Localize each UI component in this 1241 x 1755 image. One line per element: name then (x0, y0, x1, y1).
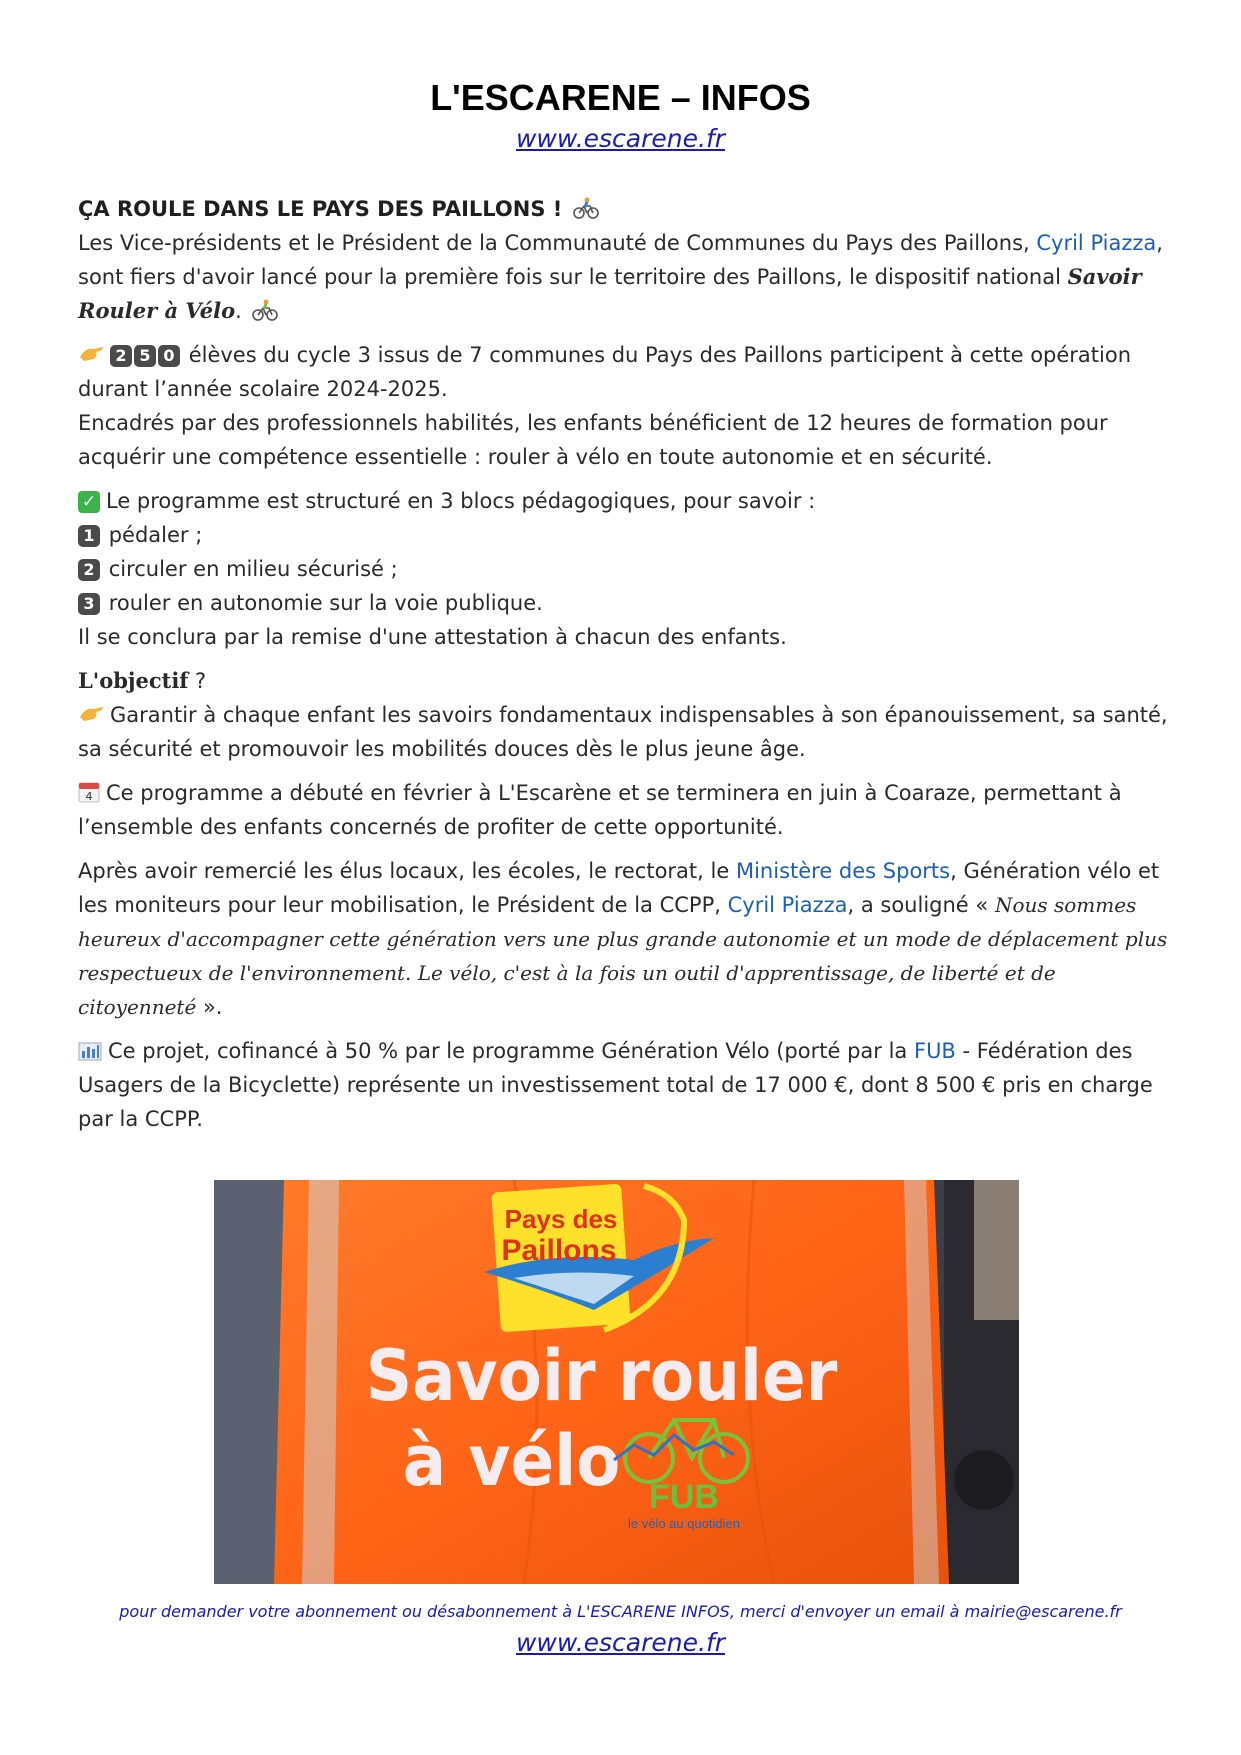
schedule-text: Ce programme a débuté en février à L'Escarène et se terminera en juin à Coaraze, permettant à l’ensemble des enfants concernés de profiter de cette opportunité. (78, 781, 1122, 839)
website-link-bottom[interactable]: www.escarene.fr (515, 1628, 726, 1657)
digit-keycap: 5 (134, 345, 156, 367)
pointing-hand-icon (78, 703, 104, 725)
block-text: rouler en autonomie sur la voie publique. (108, 591, 543, 615)
objective-question-mark: ? (188, 669, 207, 693)
quote-text: Nous sommes heureux d'accompagner cette génération vers une plus grande autonomie et un mode de déplacement plus respectueux de l'environnement. Le vélo, c'est à la fois un outil d'apprentissage, de liberté et de citoyenneté (78, 893, 1168, 1019)
intro-rest: , sont fiers d'avoir lancé pour la première fois sur le territoire des Paillons, le dispositif national (78, 231, 1163, 289)
funding-text-a: Ce projet, cofinancé à 50 % par le programme Génération Vélo (porté par la (108, 1039, 908, 1063)
vest-photo-illustration (214, 1180, 1019, 1584)
fub-tagline: le vélo au quotidien (627, 1516, 741, 1531)
block-number: 3 (78, 593, 100, 615)
cyril-piazza-link[interactable]: Cyril Piazza (1036, 231, 1157, 255)
check-mark-icon: ✓ (78, 491, 100, 513)
objective-title: L'objectif (78, 668, 189, 693)
ministere-sports-link[interactable]: Ministère des Sports (735, 859, 951, 883)
bar-chart-icon (78, 1041, 102, 1061)
subscription-note: pour demander votre abonnement ou désabonnement à L'ESCARENE INFOS, merci d'envoyer un email à mairie@escarene.fr (119, 1602, 1122, 1621)
conclusion-text: Il se conclura par la remise d'une attestation à chacun des enfants. (78, 625, 787, 649)
funding-paragraph (78, 1034, 1170, 1136)
block-number: 1 (78, 525, 100, 547)
cyclist-icon (573, 197, 599, 219)
article-heading-line (78, 192, 1170, 328)
schedule-paragraph (78, 776, 1170, 844)
block-text: circuler en milieu sécurisé ; (108, 557, 398, 581)
thanks-text-b: , Génération vélo et les moniteurs pour leur mobilisation, le Président de la CCPP, (78, 859, 1160, 917)
cyclist-icon (252, 299, 278, 321)
article-title: ÇA ROULE DANS LE PAYS DES PAILLONS ! (78, 197, 563, 221)
page-title: L'ESCARENE – INFOS (430, 77, 811, 118)
program-paragraph (78, 484, 1170, 654)
students-text: élèves du cycle 3 issus de 7 communes du Pays des Paillons participent à cette opération durant l’année scolaire 2024-2025. (78, 343, 1132, 401)
calendar-day: 4 (85, 790, 93, 803)
program-intro: Le programme est structuré en 3 blocs pédagogiques, pour savoir : (106, 489, 816, 513)
calendar-icon (78, 781, 100, 803)
article-body (78, 192, 1170, 1146)
objective-text: Garantir à chaque enfant les savoirs fondamentaux indispensables à son épanouissement, sa santé, sa sécurité et promouvoir les mobilités douces dès le plus jeune âge. (78, 703, 1168, 761)
page-header (0, 76, 1241, 156)
quote-end: ». (196, 995, 223, 1019)
safety-vest-photo (214, 1180, 1019, 1584)
fub-logo-text: FUB (649, 1478, 719, 1516)
thanks-text-c: , a souligné « (847, 893, 989, 917)
funding-text-b: - Fédération des Usagers de la Bicyclette) représente un investissement total de 17 000 €, dont 8 500 € pris en charge par la CCPP. (78, 1039, 1153, 1131)
students-paragraph (78, 338, 1170, 474)
objective-paragraph (78, 664, 1170, 766)
page-footer (0, 1600, 1241, 1660)
website-link-top[interactable]: www.escarene.fr (515, 124, 726, 153)
digit-keycap: 2 (110, 345, 132, 367)
logo-text-line2: Paillons (501, 1234, 617, 1267)
logo-text-line1: Pays des (504, 1204, 618, 1234)
vest-text-line2: à vélo (402, 1420, 621, 1502)
cyril-piazza-link-2[interactable]: Cyril Piazza (727, 893, 848, 917)
block-number: 2 (78, 559, 100, 581)
thanks-text-a: Après avoir remercié les élus locaux, les écoles, le rectorat, le (78, 859, 730, 883)
fub-link[interactable]: FUB (913, 1039, 956, 1063)
block-text: pédaler ; (108, 523, 203, 547)
intro-end: . (235, 299, 242, 323)
pointing-hand-icon (78, 343, 104, 365)
thanks-paragraph (78, 854, 1170, 1024)
intro-text: Les Vice-présidents et le Président de la Communauté de Communes du Pays des Paillons, (78, 231, 1030, 255)
vest-text-line1: Savoir rouler (365, 1335, 838, 1417)
digit-keycap: 0 (158, 345, 180, 367)
training-text: Encadrés par des professionnels habilités, les enfants bénéficient de 12 heures de formation pour acquérir une compétence essentielle : rouler à vélo en toute autonomie et en sécurité. (78, 411, 1108, 469)
program-name: Savoir Rouler à Vélo (78, 264, 1142, 323)
